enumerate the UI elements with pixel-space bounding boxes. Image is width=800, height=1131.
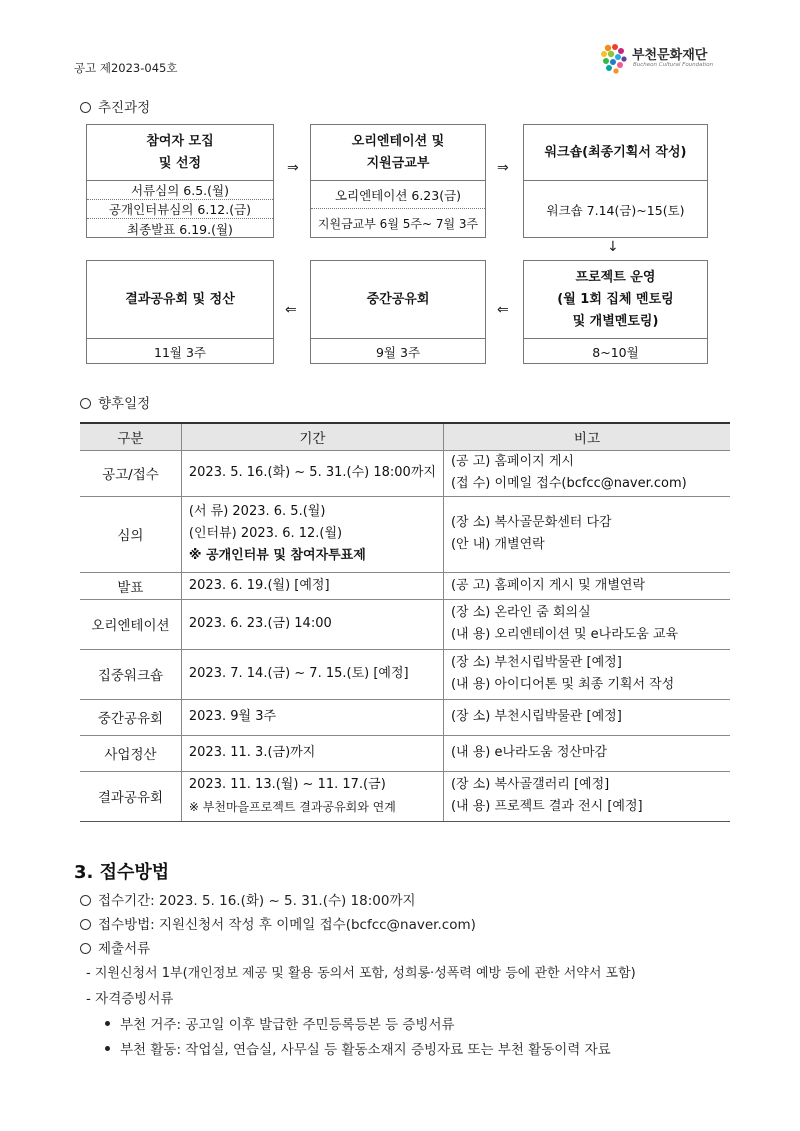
- row-period: 2023. 11. 13.(월) ~ 11. 17.(금) ※ 부천마을프로젝트 결과공유회와 연계: [181, 771, 443, 821]
- foundation-logo: [598, 42, 728, 76]
- table-row: [80, 649, 730, 699]
- table-row: [80, 699, 730, 735]
- process-box-item: 워크숍 7.14(금)~15(토): [546, 202, 685, 218]
- row-note: (장 소) 복사골문화센터 다감 (안 내) 개별연락: [443, 496, 730, 572]
- row-note: (내 용) e나라도움 정산마감: [443, 735, 730, 771]
- process-box-orientation: [310, 124, 486, 238]
- process-box-item: 최종발표 6.19.(월): [127, 221, 233, 237]
- process-box-workshop: [523, 124, 708, 238]
- row-period: 2023. 11. 3.(금)까지: [181, 735, 443, 771]
- row-note: (공 고) 홈페이지 게시 (접 수) 이메일 접수(bcfcc@naver.com): [443, 450, 730, 496]
- row-period: 2023. 9월 3주: [181, 699, 443, 735]
- logo-title: 부천문화재단: [632, 48, 708, 63]
- row-category: 오리엔테이션: [80, 599, 181, 649]
- notice-number: 공고 제2023-045호: [74, 61, 178, 75]
- row-period: 2023. 5. 16.(화) ~ 5. 31.(수) 18:00까지: [181, 450, 443, 496]
- table-header-row: [80, 423, 730, 450]
- process-box-title: 오리엔테이션 및 지원금교부: [311, 125, 485, 181]
- process-box-item: 9월 3주: [375, 344, 421, 360]
- arrow-left-icon: ⇐: [497, 302, 509, 318]
- row-category: 공고/접수: [80, 450, 181, 496]
- section-heading: 3. 접수방법: [74, 862, 170, 883]
- process-box-item: 11월 3주: [154, 344, 206, 360]
- process-box-result: [86, 260, 274, 364]
- bullet-dot-icon: [105, 1021, 110, 1026]
- row-note: (장 소) 온라인 줌 회의실 (내 용) 오리엔테이션 및 e나라도움 교육: [443, 599, 730, 649]
- logo-subtitle: Bucheon Cultural Foundation: [633, 62, 714, 68]
- row-period: 2023. 6. 19.(월) [예정]: [181, 572, 443, 599]
- column-header: 비고: [443, 423, 730, 450]
- process-box-item: 지원금교부 6월 5주~ 7월 3주: [317, 217, 479, 231]
- process-box-title: 참여자 모집 및 선정: [87, 125, 273, 181]
- column-header: 기간: [181, 423, 443, 450]
- qualification-item: 부천 활동: 작업실, 연습실, 사무실 등 활동소재지 증빙자료 또는 부천 활동이력 자료: [105, 1038, 611, 1058]
- row-note: (장 소) 복사골갤러리 [예정] (내 용) 프로젝트 결과 전시 [예정]: [443, 771, 730, 821]
- circle-bullet-icon: [80, 398, 91, 409]
- bullet-dot-icon: [105, 1046, 110, 1051]
- document-item: - 지원신청서 1부(개인정보 제공 및 활용 동의서 포함, 성희롱·성폭력 예방 등에 관한 서약서 포함): [86, 966, 636, 981]
- schedule-heading: 향후일정: [80, 392, 150, 412]
- table-row: [80, 572, 730, 599]
- table-row: [80, 735, 730, 771]
- row-category: 결과공유회: [80, 771, 181, 821]
- process-box-title: 워크숍(최종기획서 작성): [524, 125, 707, 181]
- circle-bullet-icon: [80, 943, 91, 954]
- table-row: [80, 450, 730, 496]
- circle-bullet-icon: [80, 102, 91, 113]
- row-period: 2023. 7. 14.(금) ~ 7. 15.(토) [예정]: [181, 649, 443, 699]
- process-box-title: 결과공유회 및 정산: [87, 261, 273, 339]
- process-box-midshare: [310, 260, 486, 364]
- row-category: 중간공유회: [80, 699, 181, 735]
- logo-mark-icon: [598, 42, 630, 76]
- row-period: 2023. 6. 23.(금) 14:00: [181, 599, 443, 649]
- process-box-item: 공개인터뷰심의 6.12.(금): [87, 200, 273, 219]
- arrow-left-icon: ⇐: [285, 302, 297, 318]
- row-category: 발표: [80, 572, 181, 599]
- process-box-item: 오리엔테이션 6.23(금): [311, 181, 485, 209]
- document-item: - 자격증빙서류: [86, 991, 174, 1007]
- process-box-item: 8~10월: [592, 344, 639, 360]
- qualification-item: 부천 거주: 공고일 이후 발급한 주민등록등본 등 증빙서류: [105, 1013, 455, 1033]
- row-period: (서 류) 2023. 6. 5.(월) (인터뷰) 2023. 6. 12.(월) ※ 공개인터뷰 및 참여자투표제: [181, 496, 443, 572]
- row-category: 집중워크숍: [80, 649, 181, 699]
- process-box-project: [523, 260, 708, 364]
- row-note: (장 소) 부천시립박물관 [예정]: [443, 699, 730, 735]
- table-row: [80, 599, 730, 649]
- documents-heading: 제출서류: [80, 937, 150, 957]
- row-note: (공 고) 홈페이지 게시 및 개별연락: [443, 572, 730, 599]
- process-box-title: 프로젝트 운영 (월 1회 집체 멘토링 및 개별멘토링): [524, 261, 707, 339]
- process-box-recruit: [86, 124, 274, 238]
- process-box-title: 중간공유회: [311, 261, 485, 339]
- circle-bullet-icon: [80, 895, 91, 906]
- process-box-item: 서류심의 6.5.(월): [87, 181, 273, 200]
- column-header: 구분: [80, 423, 181, 450]
- arrow-right-icon: ⇒: [287, 160, 299, 176]
- row-category: 심의: [80, 496, 181, 572]
- table-row: [80, 771, 730, 821]
- row-note: (장 소) 부천시립박물관 [예정] (내 용) 아이디어톤 및 최종 기획서 작성: [443, 649, 730, 699]
- arrow-right-icon: ⇒: [497, 160, 509, 176]
- row-category: 사업정산: [80, 735, 181, 771]
- circle-bullet-icon: [80, 919, 91, 930]
- table-row: [80, 496, 730, 572]
- arrow-down-icon: ↓: [607, 239, 619, 255]
- application-period: 접수기간: 2023. 5. 16.(화) ~ 5. 31.(수) 18:00까지: [80, 889, 416, 909]
- process-heading: 추진과정: [80, 96, 150, 116]
- application-method: 접수방법: 지원신청서 작성 후 이메일 접수(bcfcc@naver.com): [80, 913, 476, 933]
- schedule-table: [80, 422, 730, 822]
